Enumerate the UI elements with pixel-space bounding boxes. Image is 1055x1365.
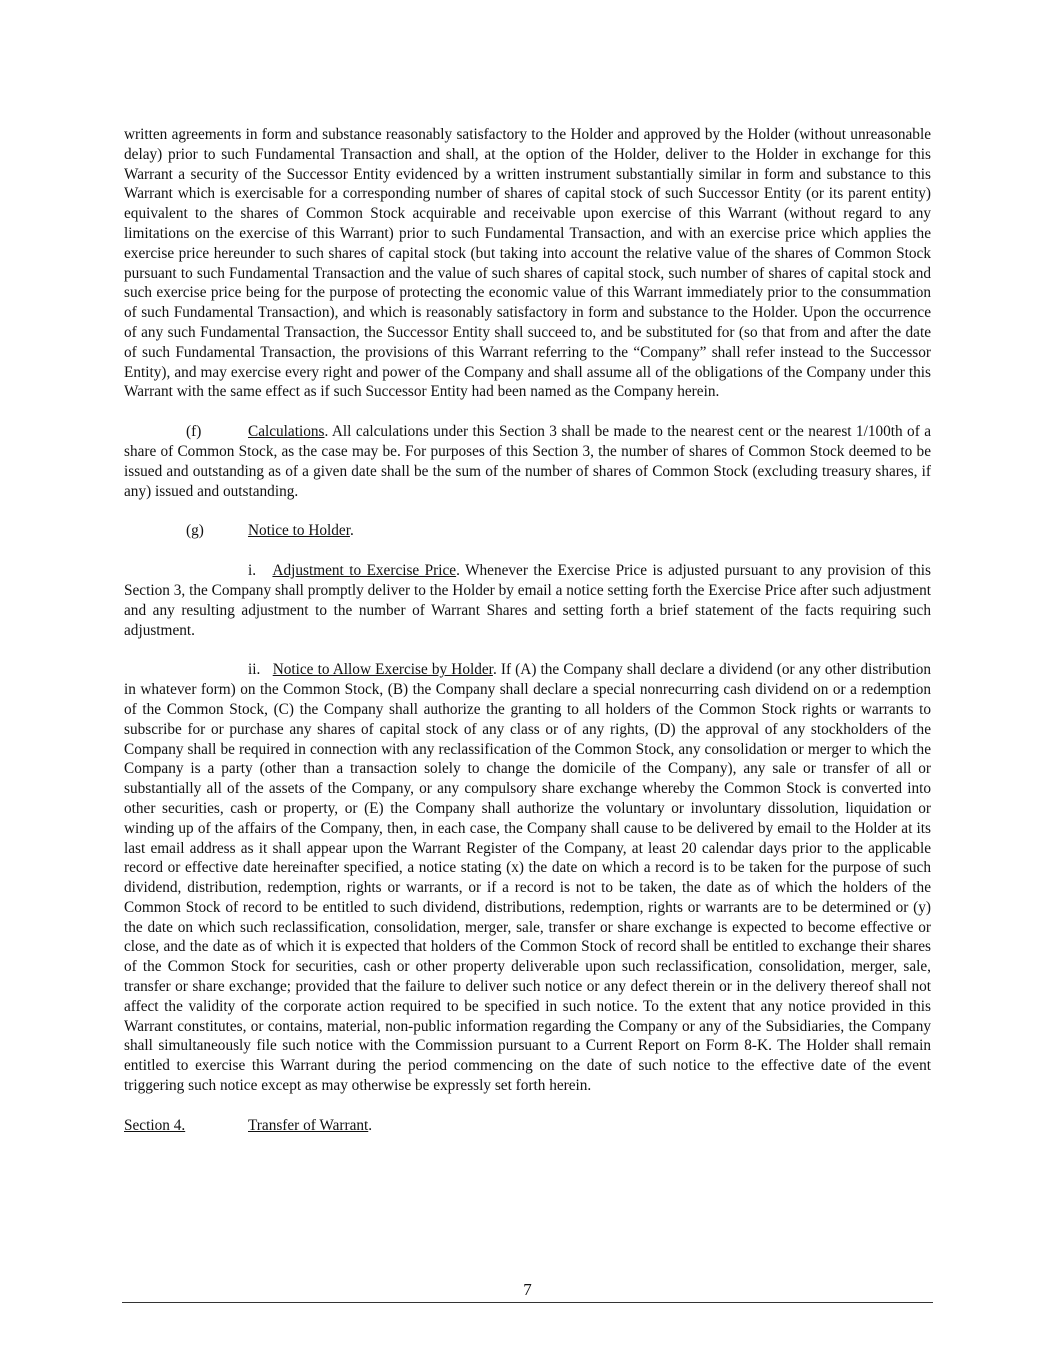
continuation-paragraph: written agreements in form and substance reasonably satisfactory to the Holder and approved by the Holder (without unreasonable delay) prior to such Fundamental Transaction and shall, at the option of the Holder, deliver to the Holder in exchange for this Warrant a security of the Successor Entity evidenced by a written instrument substantially similar in form and substance to this Warrant which is exercisable for a corresponding number of shares of capital stock of such Successor Entity (or its parent entity) equivalent to the shares of Common Stock acquirable and receivable upon exercise of this Warrant (without regard to any limitations on the exercise of this Warrant) prior to such Fundamental Transaction, and with an exercise price which applies the exercise price hereunder to such shares of capital stock (but taking into account the relative value of the shares of Common Stock pursuant to such Fundamental Transaction and the value of such shares of capital stock, such number of shares of capital stock and such exercise price being for the purpose of protecting the economic value of this Warrant immediately prior to the consummation of such Fundamental Transaction), and which is reasonably satisfactory in form and substance to the Holder. Upon the occurrence of any such Fundamental Transaction, the Successor Entity shall succeed to, and be substituted for (so that from and after the date of such Fundamental Transaction, the provisions of this Warrant referring to the “Company” shall refer instead to the Successor Entity), and may exercise every right and power of the Company and shall assume all of the obligations of the Company under this Warrant with the same effect as if such Successor Entity had been named as the Company herein. [124,126,931,401]
section-g-heading: Notice to Holder [248,522,350,540]
item-i-paragraph [124,561,931,640]
item-ii-body: . If (A) the Company shall declare a dividend (or any other distribution in whatever form) on the Common Stock, (B) the Company shall declare a special nonrecurring cash dividend on or a redemption of the Common Stock, (C) the Company shall authorize the granting to all holders of the Common Stock rights or warrants to subscribe for or purchase any shares of capital stock of any class or of any rights, (D) the approval of any stockholders of the Company shall be required in connection with any reclassification of the Common Stock, any consolidation or merger to which the Company is a party (other than a transaction solely to change the domicile of the Company), any sale or transfer of all or substantially all of the assets of the Company, or any compulsory share exchange whereby the Common Stock is converted into other securities, cash or property, or (E) the Company shall authorize the voluntary or involuntary dissolution, liquidation or winding up of the affairs of the Company, then, in each case, the Company shall cause to be delivered by email to the Holder at its last email address as it shall appear upon the Warrant Register of the Company, at least 20 calendar days prior to the applicable record or effective date hereinafter specified, a notice stating (x) the date on which a record is to be taken for the purpose of such dividend, distribution, redemption, rights or warrants, or if a record is not to be taken, the date as of which the holders of the Common Stock of record to be entitled to such dividend, distributions, redemption, rights or warrants are to be determined or (y) the date on which such reclassification, consolidation, merger, sale, transfer or share exchange is expected to become effective or close, and the date as of which it is expected that holders of the Common Stock of record shall be entitled to exchange their shares of the Common Stock for securities, cash or other property deliverable upon such reclassification, consolidation, merger, sale, transfer or share exchange; provided that the failure to deliver such notice or any defect therein or in the delivery thereof shall not affect the validity of the corporate action required to be specified in such notice. To the extent that any notice provided in this Warrant constitutes, or contains, material, non-public information regarding the Company or any of the Subsidiaries, the Company shall simultaneously file such notice with the Commission pursuant to a Current Report on Form 8-K. The Holder shall remain entitled to exercise this Warrant during the period commencing on the date of such notice to the effective date of the event triggering such notice except as may otherwise be expressly set forth herein. [124,661,931,1095]
section-4-label: Section 4. [124,1116,186,1134]
section-f-label: (f) [186,423,202,441]
item-i-body: . Whenever the Exercise Price is adjusted pursuant to any provision of this Section 3, the Company shall promptly deliver to the Holder by email a notice setting forth the Exercise Price after such adjustment and any resulting adjustment to the number of Warrant Shares and setting forth a brief statement of the facts requiring such adjustment. [124,562,931,639]
section-g-label: (g) [186,522,204,540]
section-4-heading-line [124,1116,931,1136]
document-page [124,125,931,1136]
section-g-suffix: . [349,522,354,540]
item-i-label: i. [248,562,257,580]
section-f-body: . All calculations under this Section 3 shall be made to the nearest cent or the nearest 1/100th of a share of Common Stock, as the case may be. For purposes of this Section 3, the number of shares of Common Stock deemed to be issued and outstanding as of a given date shall be the sum of the number of shares of Common Stock (excluding treasury shares, if any) issued and outstanding. [124,423,931,500]
footer-rule [122,1302,933,1303]
section-4-suffix: . [368,1116,373,1134]
section-g-paragraph [124,521,931,541]
section-f-paragraph [124,422,931,501]
item-ii-label: ii. [248,661,261,679]
item-i-heading: Adjustment to Exercise Price [272,562,457,580]
item-ii-heading: Notice to Allow Exercise by Holder [272,661,493,679]
section-f-heading: Calculations [248,423,325,441]
item-ii-paragraph [124,660,931,1096]
page-number: 7 [523,1280,532,1299]
section-4-heading: Transfer of Warrant [248,1116,369,1134]
